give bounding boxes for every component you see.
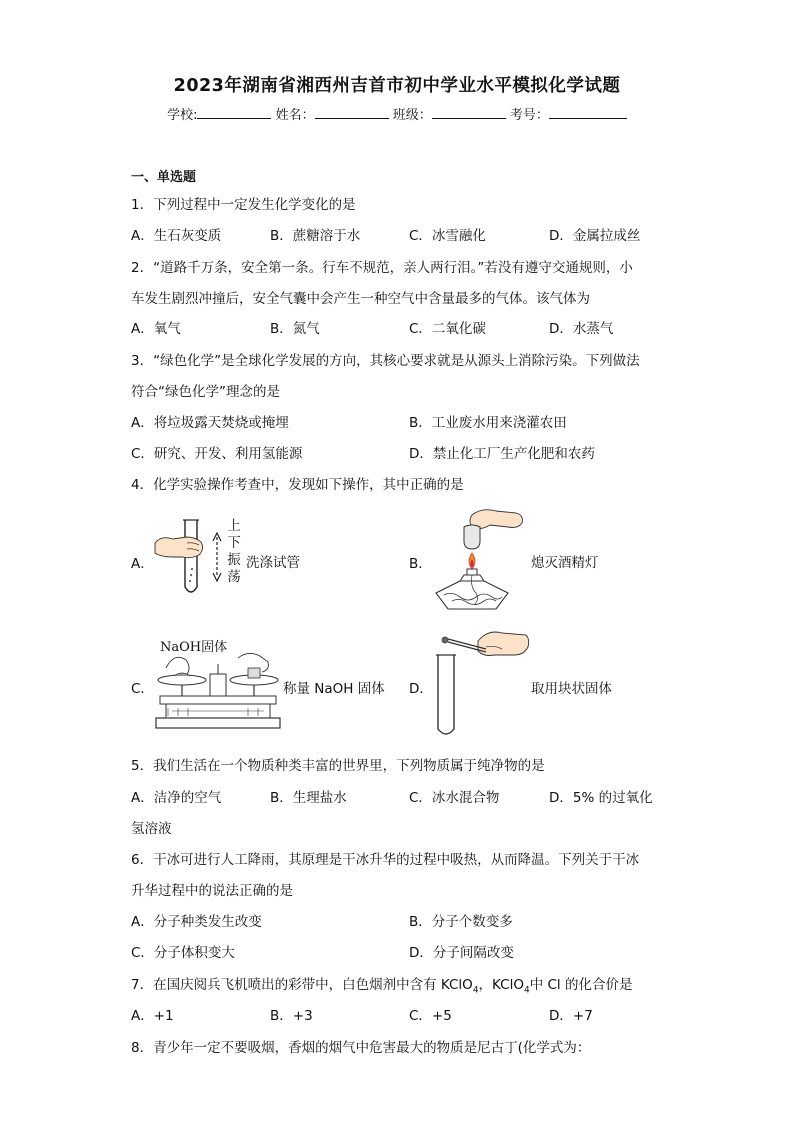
q3-stem-line1: 3．“绿色化学”是全球化学发展的方向，其核心要求就是从源头上消除污染。下列做法 bbox=[131, 353, 640, 369]
q2-option-a[interactable]: A．氧气 bbox=[131, 321, 181, 337]
q5-option-a[interactable]: A．洁净的空气 bbox=[131, 790, 222, 806]
balance-scale-figure bbox=[152, 652, 284, 732]
q6-option-b[interactable]: B．分子个数变多 bbox=[409, 914, 513, 930]
name-blank[interactable] bbox=[315, 106, 389, 119]
q6-stem-line1: 6．干冰可进行人工降雨，其原理是干冰升华的过程中吸热，从而降温。下列关于干冰 bbox=[131, 852, 640, 868]
school-blank[interactable] bbox=[197, 106, 271, 119]
q7-stem: 7．在国庆阅兵飞机喷出的彩带中，白色烟剂中含有 KClO$_4$，KClO$_4$中 Cl 的化合价是 bbox=[131, 977, 633, 996]
q1-stem: 1．下列过程中一定发生化学变化的是 bbox=[131, 197, 356, 213]
q7-option-d[interactable]: D．+7 bbox=[549, 1008, 593, 1024]
take-solid-figure bbox=[430, 625, 530, 740]
page-title: 2023年湖南省湘西州吉首市初中学业水平模拟化学试题 bbox=[173, 76, 621, 96]
exam-no-label: 考号： bbox=[509, 108, 549, 123]
shake-vertical-label: 上 下 振 荡 bbox=[227, 518, 241, 585]
naoh-solid-label: NaOH固体 bbox=[160, 640, 228, 655]
q7-option-b[interactable]: B．+3 bbox=[270, 1008, 313, 1024]
q2-stem-line1: 2．“道路千万条，安全第一条。行车不规范，亲人两行泪。”若没有遵守交通规则，小 bbox=[131, 260, 633, 276]
exam-no-blank[interactable] bbox=[549, 106, 627, 119]
school-label: 学校: bbox=[167, 108, 198, 123]
q7-subscript-2: 4 bbox=[523, 985, 530, 996]
q5-option-b[interactable]: B．生理盐水 bbox=[270, 790, 347, 806]
q2-option-b[interactable]: B．氮气 bbox=[270, 321, 320, 337]
q7-option-c[interactable]: C．+5 bbox=[409, 1008, 452, 1024]
q1-option-c[interactable]: C．冰雪融化 bbox=[409, 228, 486, 244]
name-label: 姓名： bbox=[275, 108, 315, 123]
q2-option-d[interactable]: D．水蒸气 bbox=[549, 321, 614, 337]
q3-option-d[interactable]: D．禁止化工厂生产化肥和农药 bbox=[409, 446, 595, 462]
q3-option-a[interactable]: A．将垃圾露天焚烧或掩埋 bbox=[131, 415, 289, 431]
q4-option-c[interactable]: C． bbox=[131, 681, 154, 697]
q6-option-d[interactable]: D．分子间隔改变 bbox=[409, 945, 514, 961]
q2-stem-line2: 车发生剧烈冲撞后，安全气囊中会产生一种空气中含量最多的气体。该气体为 bbox=[131, 291, 590, 307]
alcohol-lamp-figure bbox=[430, 505, 525, 615]
section-heading: 一、单选题 bbox=[131, 170, 197, 185]
q3-option-c[interactable]: C．研究、开发、利用氢能源 bbox=[131, 446, 303, 462]
q5-option-d[interactable]: D．5% 的过氧化 bbox=[549, 790, 653, 806]
q1-option-d[interactable]: D．金属拉成丝 bbox=[549, 228, 641, 244]
q2-option-c[interactable]: C．二氧化碳 bbox=[409, 321, 486, 337]
q1-option-a[interactable]: A．生石灰变质 bbox=[131, 228, 222, 244]
wash-test-tube-figure bbox=[155, 515, 235, 600]
q3-option-b[interactable]: B．工业废水用来浇灌农田 bbox=[409, 415, 567, 431]
q8-stem: 8．青少年一定不要吸烟，香烟的烟气中危害最大的物质是尼古丁(化学式为： bbox=[131, 1040, 591, 1056]
class-label: 班级： bbox=[392, 108, 432, 123]
q4-option-a[interactable]: A． bbox=[131, 556, 154, 572]
q4-d-caption: 取用块状固体 bbox=[531, 681, 612, 697]
q4-b-caption: 熄灭酒精灯 bbox=[531, 555, 599, 571]
q4-a-caption: 洗涤试管 bbox=[246, 555, 300, 571]
q5-option-d-continued: 氢溶液 bbox=[131, 821, 172, 837]
q5-stem: 5．我们生活在一个物质种类丰富的世界里，下列物质属于纯净物的是 bbox=[131, 758, 545, 774]
class-blank[interactable] bbox=[432, 106, 506, 119]
q4-c-caption: 称量 NaOH 固体 bbox=[283, 681, 385, 697]
q7-subscript-1: 4 bbox=[472, 985, 479, 996]
q5-option-c[interactable]: C．冰水混合物 bbox=[409, 790, 500, 806]
student-info-line bbox=[0, 104, 794, 123]
q1-option-b[interactable]: B．蔗糖溶于水 bbox=[270, 228, 361, 244]
q6-stem-line2: 升华过程中的说法正确的是 bbox=[131, 883, 293, 899]
q4-stem: 4．化学实验操作考查中，发现如下操作，其中正确的是 bbox=[131, 477, 464, 493]
q4-option-d[interactable]: D． bbox=[409, 681, 433, 697]
q4-option-b[interactable]: B． bbox=[409, 556, 432, 572]
q3-stem-line2: 符合“绿色化学”理念的是 bbox=[131, 384, 280, 400]
q6-option-a[interactable]: A．分子种类发生改变 bbox=[131, 914, 262, 930]
q6-option-c[interactable]: C．分子体积变大 bbox=[131, 945, 235, 961]
q7-option-a[interactable]: A．+1 bbox=[131, 1008, 174, 1024]
